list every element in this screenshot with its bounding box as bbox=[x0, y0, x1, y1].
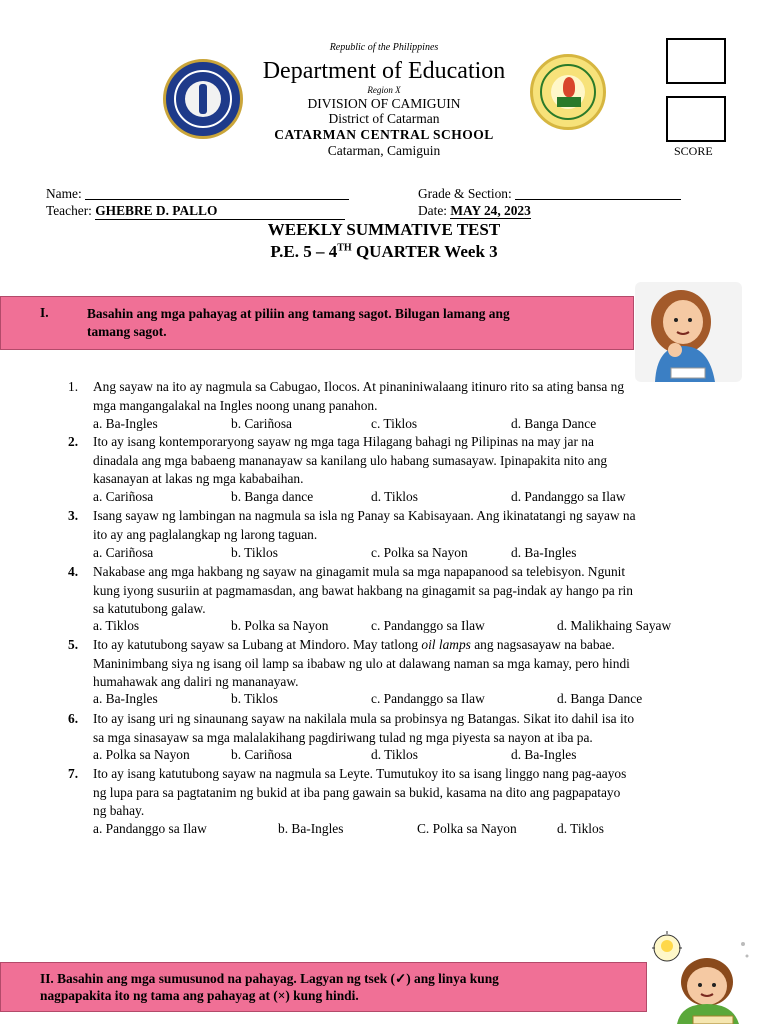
teacher-label: Teacher: bbox=[46, 203, 92, 218]
question-line: humahawak ang daliri ng mananayaw. bbox=[93, 674, 299, 689]
option-b[interactable]: b. Banga dance bbox=[231, 489, 314, 504]
option-b[interactable]: b. Cariñosa bbox=[231, 747, 292, 762]
question-line: sa katutubong galaw. bbox=[93, 601, 206, 616]
district-label: District of Catarman bbox=[328, 111, 440, 126]
option-b[interactable]: b. Ba-Ingles bbox=[278, 821, 344, 836]
option-b[interactable]: b. Cariñosa bbox=[231, 416, 292, 431]
question-line: Maninimbang siya ng isang oil lamp sa ibabaw ng ulo at dalawang naman sa mga kamay, pero hindi bbox=[93, 655, 630, 671]
option-d[interactable]: d. Tiklos bbox=[557, 821, 604, 836]
option-d[interactable]: d. Banga Dance bbox=[557, 691, 643, 706]
grade-line[interactable] bbox=[515, 186, 681, 200]
question-line: Nakabase ang mga hakbang ng sayaw na ginagamit mula sa mga napapanood sa telebisyon. Ngunit bbox=[93, 564, 626, 579]
date-value: MAY 24, 2023 bbox=[450, 203, 531, 218]
question-text bbox=[93, 378, 728, 415]
option-c[interactable]: c. Pandanggo sa Ilaw bbox=[371, 618, 485, 633]
subtitle-sup: TH bbox=[337, 242, 352, 254]
section2-instruction-line1: II. Basahin ang mga sumusunod na pahayag. Lagyan ng tsek (✓) ang linya kung bbox=[40, 971, 499, 986]
question-line: Ito ay isang katutubong sayaw na nagmula sa Leyte. Tumutukoy ito sa isang linggo nang pag-aayos bbox=[93, 766, 627, 781]
option-b[interactable]: b. Tiklos bbox=[231, 545, 278, 560]
section1-instruction bbox=[87, 305, 627, 341]
question-number: 4. bbox=[68, 564, 79, 579]
school-name: CATARMAN CENTRAL SCHOOL bbox=[274, 127, 494, 142]
test-subtitle bbox=[184, 242, 584, 262]
thinking-boy-illustration bbox=[647, 930, 757, 1024]
question-line: mga mangangalakal na Ingles noong unang panahon. bbox=[93, 397, 378, 413]
question-number: 6. bbox=[68, 711, 79, 726]
option-a[interactable]: a. Ba-Ingles bbox=[93, 416, 158, 431]
question-text bbox=[93, 765, 728, 821]
option-d[interactable]: d. Ba-Ingles bbox=[511, 545, 577, 560]
section1-instruction-line1: Basahin ang mga pahayag at piliin ang tamang sagot. Bilugan lamang ang bbox=[87, 306, 510, 321]
question-number: 3. bbox=[68, 508, 79, 523]
question-line: ng lupa para sa pagtatanim ng bukid at iba pang gawain sa bukid, kasama na dito ang pagpapatayo bbox=[93, 784, 621, 800]
date-label: Date: bbox=[418, 203, 447, 218]
grade-field bbox=[418, 186, 681, 202]
question-line bbox=[93, 636, 728, 655]
test-title: WEEKLY SUMMATIVE TEST bbox=[267, 220, 501, 239]
question-line-post: ang nagsasayaw na babae. bbox=[470, 637, 615, 652]
option-a[interactable]: a. Ba-Ingles bbox=[93, 691, 158, 706]
option-c[interactable]: C. Polka sa Nayon bbox=[417, 821, 517, 836]
subtitle-post: QUARTER Week 3 bbox=[351, 242, 498, 261]
option-a[interactable]: a. Cariñosa bbox=[93, 489, 154, 504]
section2-instruction-line2: nagpapakita ito ng tama ang pahayag at (×) kung hindi. bbox=[40, 988, 359, 1003]
question-line: Ito ay isang kontemporaryong sayaw ng mga taga Hilagang bahagi ng Pilipinas na may jar na bbox=[93, 434, 594, 449]
division-label: DIVISION OF CAMIGUIN bbox=[307, 96, 461, 111]
teacher-field bbox=[46, 203, 345, 220]
question-line: kung iyong susuriin at pagmamasdan, ang bawat hakbang na ginagamit sa pag-indak ay hango pa rin bbox=[93, 582, 633, 598]
section1-numeral: I. bbox=[40, 305, 49, 320]
question-line: Ito ay isang uri ng sinaunang sayaw na nakilala mula sa probinsya ng Batangas. Sikat ito dahil isa ito bbox=[93, 711, 635, 726]
question-text bbox=[93, 563, 728, 619]
option-d[interactable]: d. Pandanggo sa Ilaw bbox=[511, 489, 626, 504]
option-b[interactable]: b. Tiklos bbox=[231, 691, 278, 706]
score-box-bottom[interactable] bbox=[666, 96, 726, 142]
republic-label: Republic of the Philippines bbox=[329, 42, 439, 53]
date-field bbox=[418, 203, 531, 219]
option-a[interactable]: a. Tiklos bbox=[93, 618, 140, 633]
section2-instruction bbox=[40, 970, 640, 1004]
question-line: ito ay ang paglalangkap ng larong taguan. bbox=[93, 526, 318, 542]
option-b[interactable]: b. Polka sa Nayon bbox=[231, 618, 329, 633]
question-line-pre: Ito ay katutubong sayaw sa Lubang at Mindoro. May tatlong bbox=[93, 637, 422, 652]
option-c[interactable]: c. Pandanggo sa Ilaw bbox=[371, 691, 485, 706]
option-a[interactable]: a. Pandanggo sa Ilaw bbox=[93, 821, 207, 836]
question-text bbox=[93, 433, 728, 489]
option-d[interactable]: d. Malikhaing Sayaw bbox=[557, 618, 672, 633]
question-number: 1. bbox=[68, 379, 79, 394]
department-title: Department of Education bbox=[262, 58, 506, 84]
thinking-girl-illustration bbox=[635, 282, 742, 382]
name-label: Name: bbox=[46, 186, 82, 201]
teacher-value: GHEBRE D. PALLO bbox=[95, 203, 345, 220]
question-line: dinadala ang mga babaeng mananayaw sa kanilang ulo habang sumasayaw. Ipinapakita nito ang bbox=[93, 452, 608, 468]
option-a[interactable]: a. Polka sa Nayon bbox=[93, 747, 190, 762]
score-label: SCORE bbox=[674, 144, 713, 158]
section1-instruction-line2: tamang sagot. bbox=[87, 324, 167, 339]
question-text bbox=[93, 710, 728, 747]
deped-seal-icon bbox=[163, 59, 243, 139]
question-line: Isang sayaw ng lambingan na nagmula sa isla ng Panay sa Kabisayaan. Ang ikinatatangi ng sayaw na bbox=[93, 508, 636, 523]
option-c[interactable]: c. Polka sa Nayon bbox=[371, 545, 468, 560]
score-box-top[interactable] bbox=[666, 38, 726, 84]
name-field bbox=[46, 186, 349, 202]
option-d[interactable]: d. Ba-Ingles bbox=[511, 747, 577, 762]
question-line: Ang sayaw na ito ay nagmula sa Cabugao, Ilocos. At pinaniniwalaang itinuro rito sa ating bansa ng bbox=[93, 379, 625, 394]
question-number: 5. bbox=[68, 637, 79, 652]
subtitle-pre: P.E. 5 – 4 bbox=[270, 242, 338, 261]
question-line-italic: oil lamps bbox=[421, 637, 471, 652]
option-d[interactable]: d. Banga Dance bbox=[511, 416, 597, 431]
grade-label: Grade & Section: bbox=[418, 186, 512, 201]
question-number: 7. bbox=[68, 766, 79, 781]
region-label: Region X bbox=[367, 85, 401, 95]
option-a[interactable]: a. Cariñosa bbox=[93, 545, 154, 560]
option-c[interactable]: d. Tiklos bbox=[371, 747, 418, 762]
question-line: sa mga sinasayaw sa mga malalakihang pagdiriwang tulad ng mga piyesta sa nayon at iba pa. bbox=[93, 729, 593, 745]
option-c[interactable]: c. Tiklos bbox=[371, 416, 418, 431]
question-line: kasanayan at lakas ng mga kababaihan. bbox=[93, 471, 304, 486]
question-number: 2. bbox=[68, 434, 79, 449]
school-location: Catarman, Camiguin bbox=[327, 143, 441, 158]
school-seal-icon bbox=[530, 54, 606, 130]
question-text bbox=[93, 507, 728, 544]
question-text bbox=[93, 636, 728, 692]
option-c[interactable]: d. Tiklos bbox=[371, 489, 418, 504]
name-line[interactable] bbox=[85, 186, 349, 200]
question-line: ng bahay. bbox=[93, 803, 145, 818]
